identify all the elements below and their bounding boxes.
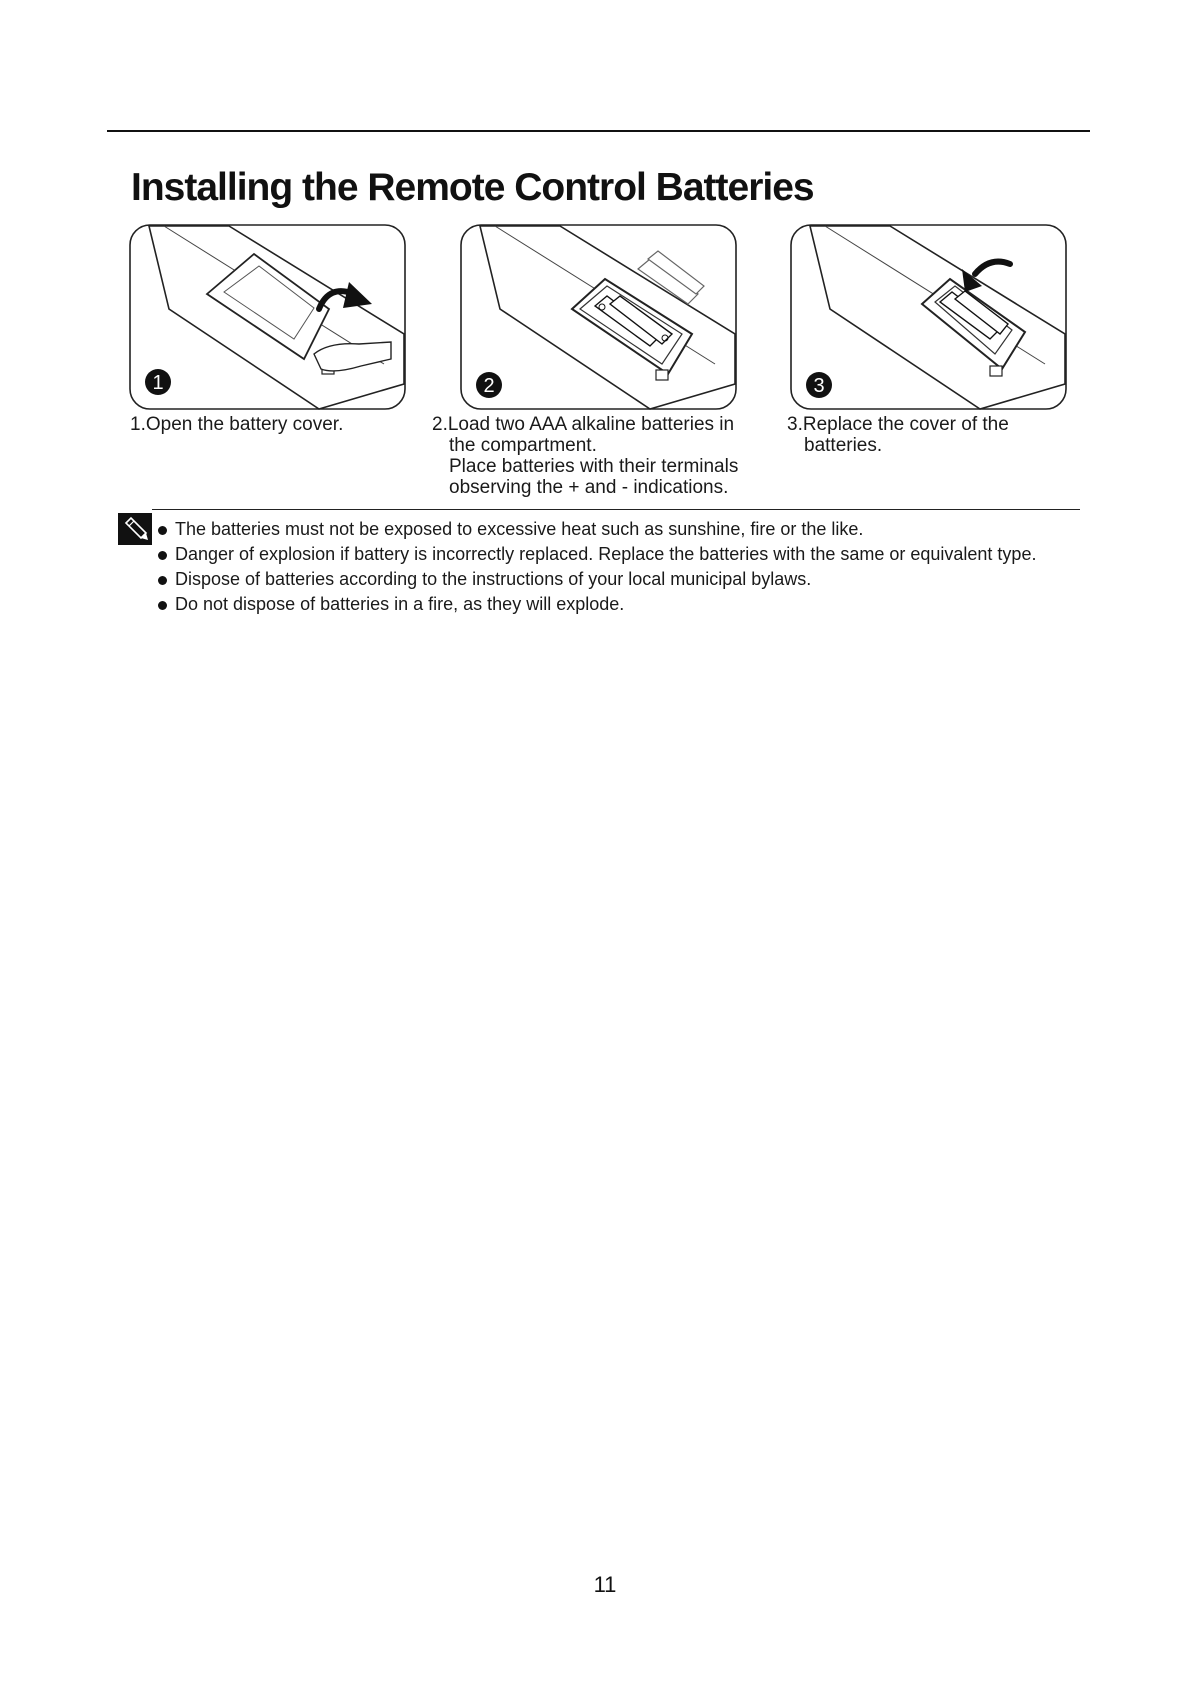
step-1-caption bbox=[130, 414, 343, 435]
step-1-illustration bbox=[129, 224, 406, 410]
warning-notes bbox=[157, 517, 1036, 617]
step-2-line: 2.Load two AAA alkaline batteries in bbox=[432, 414, 735, 435]
step-3-line: 3.Replace the cover of the bbox=[787, 414, 1009, 435]
step-3-line: batteries. bbox=[804, 435, 883, 456]
page-number: 11 bbox=[593, 1572, 617, 1597]
note-text: Danger of explosion if battery is incorrectly replaced. Replace the batteries with the same or equivalent type. bbox=[175, 544, 1037, 564]
note-text: Dispose of batteries according to the instructions of your local municipal bylaws. bbox=[175, 569, 812, 589]
page-title: Installing the Remote Control Batteries bbox=[131, 166, 814, 209]
step-2-illustration bbox=[460, 224, 737, 410]
list-item bbox=[157, 542, 1036, 567]
bullet-icon bbox=[158, 576, 167, 585]
list-item bbox=[157, 592, 1036, 617]
note-text: The batteries must not be exposed to excessive heat such as sunshine, fire or the like. bbox=[175, 519, 864, 539]
step-2-line: observing the + and - indications. bbox=[449, 477, 729, 498]
note-text: Do not dispose of batteries in a fire, as they will explode. bbox=[175, 594, 625, 614]
step-badge-1 bbox=[145, 369, 171, 395]
svg-text:3: 3 bbox=[813, 375, 825, 397]
step-2-line: the compartment. bbox=[449, 435, 597, 456]
svg-text:2: 2 bbox=[483, 375, 495, 397]
top-rule bbox=[107, 130, 1090, 132]
pencil-icon bbox=[118, 513, 152, 545]
step-badge-2 bbox=[476, 372, 502, 398]
step-2-line: Place batteries with their terminals bbox=[449, 456, 739, 477]
step-2-caption bbox=[432, 414, 738, 498]
bullet-icon bbox=[158, 551, 167, 560]
step-badge-3 bbox=[806, 372, 832, 398]
list-item bbox=[157, 517, 1036, 542]
note-rule bbox=[152, 509, 1080, 510]
list-item bbox=[157, 567, 1036, 592]
step-3-illustration bbox=[790, 224, 1067, 410]
step-3-caption bbox=[787, 414, 1009, 456]
step-1-line: 1.Open the battery cover. bbox=[130, 414, 344, 435]
bullet-icon bbox=[158, 526, 167, 535]
bullet-icon bbox=[158, 601, 167, 610]
svg-text:1: 1 bbox=[152, 372, 164, 394]
